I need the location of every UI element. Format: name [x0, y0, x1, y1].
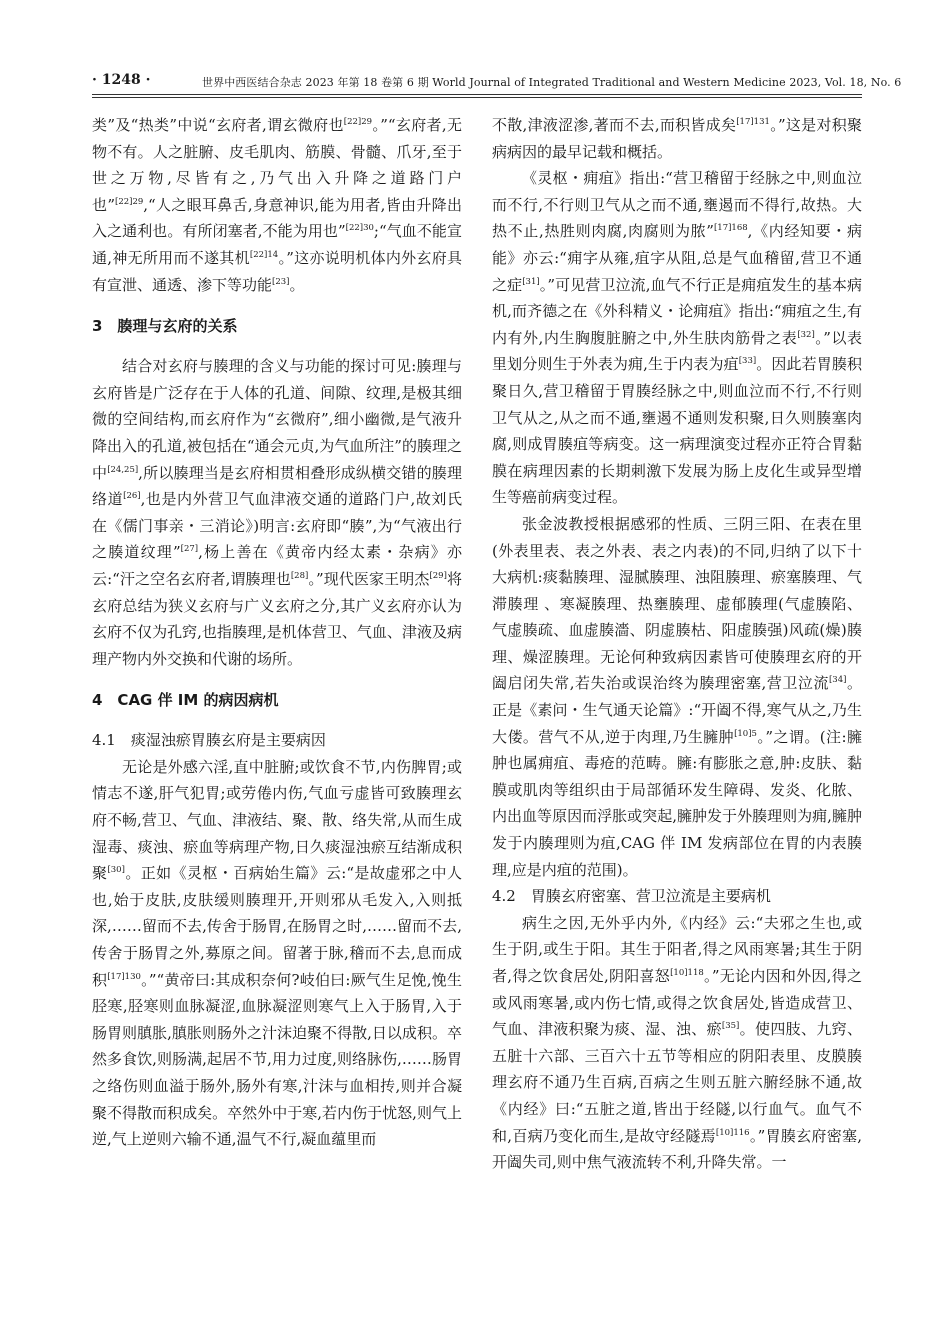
citation: [34]	[828, 675, 847, 686]
citation: [22]30	[345, 223, 374, 234]
paragraph: 病生之因,无外乎内外,《内经》云:“夫邪之生也,或生于阴,或生于阳。其生于阳者,得之风雨寒暑;其生于阴者,得之饮食居处,阴阳喜怒$^{[10]118}$。”无论内因和外因,得之或风雨寒暑,或内伤七情,或得之饮食居处,皆造成营卫、气血、津液积聚为痰、湿、浊、瘀[35]。使四肢、九窍、五脏十六部、三百六十五节等相应的阴阳表里、皮膜腠理玄府不通乃生百病,百病之生则五脏六腑经脉不通,故《内经》曰:“五脏之道,皆出于经隧,以行血气。血气不和,百病乃变化而生,是故守经隧焉$^{[10]116}$。”胃腠玄府密塞,开阖失司,则中焦气液流转不利,升降失常。一	[492, 913, 863, 1172]
citation: [27]	[180, 544, 199, 555]
header-rule-2	[92, 97, 862, 98]
running-header	[92, 70, 902, 92]
citation: [35]	[721, 1021, 740, 1032]
citation: [17]168	[713, 223, 748, 234]
right-column	[492, 112, 862, 1176]
citation: [30]	[107, 865, 125, 876]
citation: [28]	[290, 570, 309, 581]
header-rule	[92, 94, 862, 95]
citation: [32]	[797, 329, 815, 340]
paragraph: 类”及“热类”中说“玄府者,谓玄微府也$^{[22]29}$。”“玄府者,无物不有。人之脏腑、皮毛肌肉、筋膜、骨髓、爪牙,至于世之万物,尽皆有之,乃气出入升降之道路门户也”$^{[22]29}$,“人之眼耳鼻舌,身意神识,能为用者,皆由升降出入之通利也。有所闭塞者,不能为用也”$^{[22]30}$;“气血不能宣通,神无所用而不遂其机$^{[22]14}$。”这亦说明机体内外玄府具有宣泄、通透、渗下等功能[23]。	[92, 116, 463, 294]
section-heading-3: 3 腠理与玄府的关系	[92, 317, 238, 336]
citation: [10]5	[734, 728, 757, 739]
paragraph: 张金波教授根据感邪的性质、三阴三阳、在表在里(外表里表、表之外表、表之内表)的不同,归纳了以下十大病机:痰黏腠理、湿腻腠理、浊阻腠理、瘀塞腠理、气滞腠理 、寒凝腠理、热壅腠理、虚郁腠理(气虚腠陷、气虚腠疏、血虚腠濇、阴虚腠枯、阳虚腠强)风疏(燥)腠理、燥涩腠理。无论何种致病因素皆可使腠理玄府的开阖启闭失常,若失治或误治终为腠理密塞,营卫泣流[34]。正是《素问・生气通天论篇》:“开阖不得,寒气从之,乃生大偻。营气不从,逆于肉理,乃生臃肿$^{[10]5}$。”之谓。(注:臃肿也属痈疽、毒疮的范畴。臃:有膨胀之意,肿:皮肤、黏膜或肌肉等组织由于局部循环发生障碍、发炎、化脓、内出血等原因而浮胀或突起,臃肿发于外腠理则为痈,臃肿发于内腠理则为疽,CAG 伴 IM 发病部位在胃的内表腠理,应是内疽的范围)。	[492, 514, 862, 879]
citation: [24,25]	[107, 464, 139, 475]
citation: [10]116	[715, 1127, 750, 1138]
citation: [33]	[738, 356, 757, 367]
subsection-heading-4-1: 4.1 痰湿浊瘀胃腠玄府是主要病因	[92, 731, 326, 750]
paragraph: 结合对玄府与腠理的含义与功能的探讨可见:腠理与玄府皆是广泛存在于人体的孔道、间隙、纹理,是极其细微的空间结构,而玄府作为“玄微府”,细小幽微,是气液升降出入的孔道,被包括在“通会元贞,为气血所注”的腠理之中[24,25],所以腠理当是玄府相贯相叠形成纵横交错的腠理络道[26],也是内外营卫气血津液交通的道路门户,故刘氏在《儒门事亲・三消论》)明言:玄府即“腠”,为“气液出行之腠道纹理”[27],杨上善在《黄帝内经太素・杂病》亦云:“汗之空名玄府者,谓腠理也[28]。”现代医家王明杰[29]将玄府总结为狭义玄府与广义玄府之分,其广义玄府亦认为玄府不仅为孔窍,也指腠理,是机体营卫、气血、津液及病理产物内外交换和代谢的场所。	[92, 357, 462, 668]
citation: [22]29	[343, 117, 373, 127]
citation: [22]14	[249, 249, 279, 260]
journal-citation: 世界中西医结合杂志 2023 年第 18 卷第 6 期 World Journal of Integrated Traditional and Western Medicine 2023, Vol. 18, No. 6	[202, 76, 902, 89]
citation: [23]	[272, 276, 290, 287]
left-column	[92, 112, 462, 1153]
citation: [22]29	[115, 196, 144, 207]
citation: [17]130	[107, 971, 141, 982]
citation: [10]118	[670, 968, 704, 978]
citation: [17]131	[736, 117, 770, 127]
paragraph: 不散,津液涩渗,著而不去,而积皆成矣$^{[17]131}$。”这是对积聚病病因的最早记载和概括。	[492, 116, 863, 161]
page-number: · 1248 ·	[92, 72, 151, 88]
citation: [29]	[429, 570, 447, 581]
citation: [26]	[123, 491, 141, 502]
paragraph: 无论是外感六淫,直中脏腑;或饮食不节,内伤脾胃;或情志不遂,肝气犯胃;或劳倦内伤,气血亏虚皆可致腠理玄府不畅,营卫、气血、津液结、聚、散、络失常,从而生成湿毒、痰浊、瘀血等病理产物,日久痰湿浊瘀互结渐成积聚[30]。正如《灵枢・百病始生篇》云:“是故虚邪之中人也,始于皮肤,皮肤缓则腠理开,开则邪从毛发入,入则抵深,……留而不去,传舍于肠胃,在肠胃之时,……留而不去,传舍于肠胃之外,募原之间。留著于脉,稽而不去,息而成积$^{[17]130}$。”“黄帝曰:其成积奈何?岐伯曰:厥气生足悗,悗生胫寒,胫寒则血脉凝涩,血脉凝涩则寒气上入于肠胃,入于肠胃则䐜胀,䐜胀则肠外之汁沫迫聚不得散,日以成积。卒然多食饮,则肠满,起居不节,用力过度,则络脉伤,……肠胃之络伤则血溢于肠外,肠外有寒,汁沫与血相抟,则并合凝聚不得散而积成矣。卒然外中于寒,若内伤于忧怒,则气上逆,气上逆则六输不通,温气不行,凝血蕴里而	[92, 757, 462, 1149]
paragraph: 《灵枢・痈疽》指出:“营卫稽留于经脉之中,则血泣而不行,不行则卫气从之而不通,壅遏而不得行,故热。大热不止,热胜则肉腐,肉腐则为脓”$^{[17]168}$,《内经知要・病能》亦云:“痈字从雍,疽字从阻,总是气血稽留,营卫不通之症[31]。”可见营卫泣流,血气不行正是痈疽发生的基本病机,而齐德之在《外科精义・论痈疽》指出:“痈疽之生,有内有外,内生胸腹脏腑之中,外生肤肉筋骨之表[32]。”以表里划分则生于外表为痈,生于内表为疽[33]。因此若胃腠积聚日久,营卫稽留于胃腠经脉之中,则血泣而不行,不行则卫气从之,从之而不通,壅遏不通则发积聚,日久则腠塞肉腐,则成胃腠疽等病变。这一病理演变过程亦正符合胃黏膜在病理因素的长期刺激下发展为肠上皮化生或异型增生等癌前病变过程。	[492, 169, 863, 507]
citation: [31]	[522, 276, 540, 287]
subsection-heading-4-2: 4.2 胃腠玄府密塞、营卫泣流是主要病机	[492, 887, 771, 906]
section-heading-4: 4 CAG 伴 IM 的病因病机	[92, 691, 279, 710]
